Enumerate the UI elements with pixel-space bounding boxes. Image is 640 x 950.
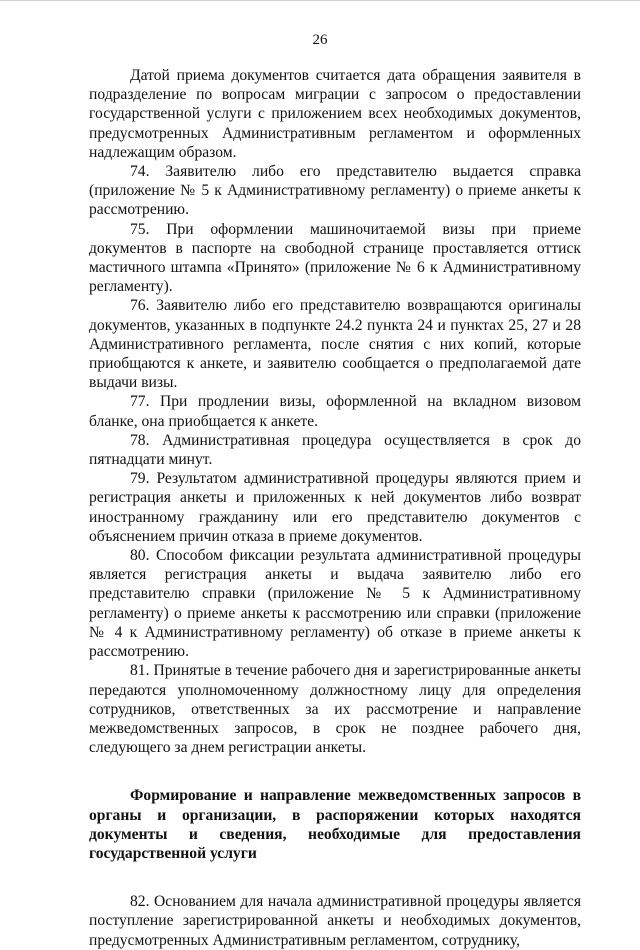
paragraph-80: 80. Способом фиксации результата административной процедуры является регистрация анкеты и выдача заявителю либо его представителю справки (приложение № 5 к Административному регламенту) о приеме анкеты к рассмотрению или справки (приложение № 4 к Административному регламенту) об отказе в приеме анкеты к рассмотрению. — [89, 547, 581, 661]
paragraph-78: 78. Административная процедура осуществляется в срок до пятнадцати минут. — [89, 431, 581, 469]
page-content — [89, 66, 581, 950]
page-number: 26 — [312, 32, 328, 48]
paragraph-77: 77. При продлении визы, оформленной на вкладном визовом бланке, она приобщается к анкете. — [89, 393, 581, 430]
paragraph-79: 79. Результатом административной процедуры являются прием и регистрация анкеты и приложенных к ней документов либо возврат иностранному гражданину или его представителю документов с объяснением причин отказа в приеме документов. — [89, 470, 581, 545]
paragraph-date-of-acceptance: Датой приема документов считается дата обращения заявителя в подразделение по вопросам миграции с запросом о предоставлении государственной услуги с приложением всех необходимых документов, предусмотренных Административным регламентом и оформленных надлежащим образом. — [89, 67, 581, 161]
paragraph-81: 81. Принятые в течение рабочего дня и зарегистрированные анкеты передаются уполномоченному должностному лицу для определения сотрудников, ответственных за их рассмотрение и направление межведомственных запросов, в срок не позднее рабочего дня, следующего за днем регистрации анкеты. — [89, 662, 581, 757]
paragraph-82: 82. Основанием для начала административной процедуры является поступление зарегистрированной анкеты и необходимых документов, предусмотренных Административным регламентом, сотруднику, — [89, 893, 581, 949]
page-top-edge — [0, 0, 640, 1]
paragraph-74: 74. Заявителю либо его представителю выдается справка (приложение № 5 к Административному регламенту) о приеме анкеты к рассмотрению. — [89, 163, 581, 219]
section-heading: Формирование и направление межведомственных запросов в органы и организации, в распоряжении которых находятся документы и сведения, необходимые для предоставления государственной услуги — [89, 787, 581, 862]
paragraph-76: 76. Заявителю либо его представителю возвращаются оригиналы документов, указанных в подпункте 24.2 пункта 24 и пунктах 25, 27 и 28 Административного регламента, после снятия с них копий, которые приобщаются к анкете, и заявителю сообщается о предполагаемой дате выдачи визы. — [89, 297, 581, 392]
paragraph-75: 75. При оформлении машиночитаемой визы при приеме документов в паспорте на свободной странице проставляется оттиск мастичного штампа «Принято» (приложение № 6 к Административному регламенту). — [89, 220, 581, 296]
